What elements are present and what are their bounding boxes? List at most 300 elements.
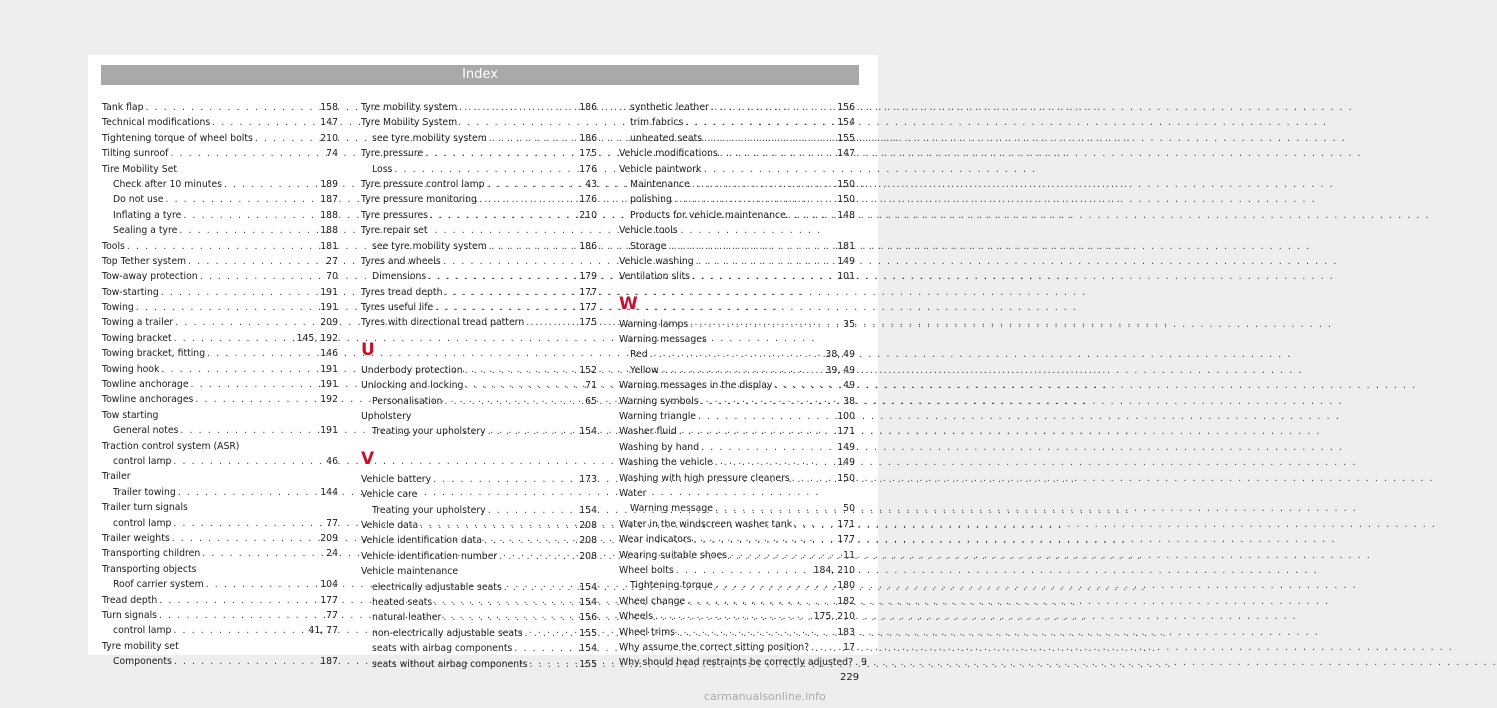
index-entry	[361, 223, 597, 238]
entry-page-ref: 147	[837, 148, 855, 160]
leader-dots	[159, 362, 320, 377]
leader-dots	[176, 485, 320, 500]
entry-page-ref: 38	[843, 395, 855, 407]
index-subentry	[619, 192, 855, 207]
index-subentry	[361, 595, 597, 610]
index-entry	[102, 408, 338, 423]
entry-label: Tightening torque of wheel bolts	[102, 132, 253, 144]
leader-dots	[463, 378, 585, 393]
leader-dots	[178, 423, 320, 438]
leader-dots	[431, 472, 579, 487]
entry-page-ref: 181	[837, 240, 855, 252]
leader-dots	[159, 285, 320, 300]
leader-dots	[648, 347, 826, 362]
index-entry	[619, 317, 855, 332]
index-entry	[619, 332, 855, 347]
section-letter: V	[361, 448, 375, 469]
index-subentry	[102, 208, 338, 223]
entry-label: heated seats	[372, 596, 433, 608]
entry-page-ref: 181	[320, 240, 338, 252]
entry-label: Tyre pressure monitoring	[361, 194, 477, 206]
index-subentry	[619, 100, 855, 115]
entry-page-ref: 24	[326, 548, 338, 560]
index-entry	[102, 269, 338, 284]
entry-label: Vehicle identification data	[361, 535, 482, 547]
section-letter: U	[361, 339, 375, 360]
index-entry	[619, 409, 855, 424]
index-entry	[102, 469, 338, 484]
leader-dots	[718, 146, 838, 161]
entry-label: Vehicle identification number	[361, 550, 498, 562]
entry-page-ref: 149	[837, 441, 855, 453]
entry-label: Wheel trims	[619, 626, 676, 638]
entry-label: seats without airbag components	[372, 658, 528, 670]
leader-dots	[177, 223, 320, 238]
index-entry	[619, 424, 855, 439]
leader-dots	[144, 100, 321, 115]
index-entry	[102, 377, 338, 392]
entry-label: Tyres tread depth	[361, 286, 443, 298]
entry-label: Traction control system (ASR)	[102, 440, 240, 452]
entry-label: Water in the windscreen washer tank	[619, 518, 793, 530]
leader-dots	[210, 115, 320, 130]
entry-page-ref: 180	[837, 580, 855, 592]
entry-label: Washing by hand	[619, 441, 700, 453]
leader-dots	[653, 609, 814, 624]
index-subentry	[361, 641, 597, 656]
leader-dots	[428, 208, 579, 223]
entry-label: Wearing suitable shoes	[619, 549, 728, 561]
index-entry	[619, 223, 855, 238]
leader-dots	[674, 563, 814, 578]
entry-page-ref: 50	[843, 503, 855, 515]
entry-label: Washing the vehicle	[619, 457, 713, 469]
leader-dots	[170, 531, 321, 546]
entry-page-ref: 179	[579, 271, 597, 283]
leader-dots	[204, 577, 321, 592]
index-entry	[102, 300, 338, 315]
index-subentry	[619, 131, 855, 146]
index-subentry	[102, 654, 338, 669]
entry-page-ref: 191	[320, 379, 338, 391]
entry-page-ref: 191	[320, 286, 338, 298]
entry-label: Warning message	[630, 503, 713, 515]
leader-dots	[786, 208, 837, 223]
index-subentry	[102, 177, 338, 192]
entry-page-ref: 145, 192	[296, 332, 338, 344]
index-entry	[619, 625, 855, 640]
index-entry	[361, 564, 597, 579]
leader-dots	[442, 285, 579, 300]
entry-page-ref: 186	[579, 240, 597, 252]
leader-dots	[222, 177, 320, 192]
entry-label: Towing bracket, fitting	[102, 348, 206, 360]
entry-page-ref: 39, 49	[825, 364, 855, 376]
leader-dots	[186, 254, 326, 269]
index-subentry	[619, 115, 855, 130]
leader-dots	[524, 315, 579, 330]
entry-label: Unlocking and locking	[361, 380, 464, 392]
leader-dots	[772, 378, 843, 393]
entry-page-ref: 154	[579, 643, 597, 655]
entry-label: Inflating a tyre	[113, 209, 182, 221]
entry-page-ref: 182	[837, 595, 855, 607]
entry-label: Tread depth	[102, 594, 158, 606]
entry-page-ref: 188	[320, 209, 338, 221]
index-subentry	[619, 177, 855, 192]
entry-page-ref: 46	[326, 455, 338, 467]
index-entry	[102, 531, 338, 546]
index-entry	[361, 487, 597, 502]
entry-label: control lamp	[113, 625, 172, 637]
entry-page-ref: 150	[837, 178, 855, 190]
entry-label: Trailer turn signals	[102, 502, 188, 514]
index-subentry	[361, 162, 597, 177]
section-letter: W	[619, 293, 638, 314]
index-entry	[102, 331, 338, 346]
entry-page-ref: 154	[579, 504, 597, 516]
entry-label: Yellow	[630, 364, 659, 376]
entry-label: Dimensions	[372, 271, 427, 283]
entry-label: Vehicle paintwork	[619, 163, 702, 175]
entry-page-ref: 177	[579, 286, 597, 298]
entry-label: Washer fluid	[619, 426, 677, 438]
entry-page-ref: 27	[326, 255, 338, 267]
entry-label: Tightening torque	[630, 580, 713, 592]
entry-page-ref: 177	[320, 594, 338, 606]
index-entry	[102, 315, 338, 330]
index-entry	[361, 115, 597, 130]
leader-dots	[198, 269, 326, 284]
entry-label: control lamp	[113, 455, 172, 467]
index-subentry	[102, 577, 338, 592]
entry-label: Check after 10 minutes	[113, 178, 222, 190]
index-entry	[102, 100, 338, 115]
index-entry	[361, 378, 597, 393]
entry-label: Why should head restraints be correctly adjusted?	[619, 657, 854, 669]
entry-label: Transporting children	[102, 548, 201, 560]
index-entry	[102, 146, 338, 161]
entry-label: Top Tether system	[102, 255, 187, 267]
leader-dots	[157, 608, 326, 623]
leader-dots	[699, 394, 844, 409]
entry-label: Vehicle maintenance	[361, 566, 459, 578]
index-entry	[619, 269, 855, 284]
index-entry	[361, 254, 597, 269]
entry-label: non-electrically adjustable seats	[372, 627, 523, 639]
entry-page-ref: 176	[579, 194, 597, 206]
entry-label: Warning messages	[619, 334, 707, 346]
entry-page-ref: 150	[837, 472, 855, 484]
entry-label: Tyre mobility system	[361, 102, 458, 113]
entry-page-ref: 177	[837, 534, 855, 546]
leader-dots	[694, 254, 838, 269]
index-entry	[361, 285, 597, 300]
entry-label: Tire Mobility Set	[102, 163, 177, 175]
entry-label: General notes	[113, 425, 179, 437]
entry-page-ref: 154	[579, 581, 597, 593]
index-subentry	[102, 192, 338, 207]
leader-dots	[528, 657, 580, 672]
index-entry	[361, 363, 597, 378]
index-entry	[619, 394, 855, 409]
index-subentry	[102, 623, 338, 638]
entry-label: Turn signals	[102, 609, 158, 621]
entry-label: Transporting objects	[102, 563, 197, 575]
entry-page-ref: 17	[843, 641, 855, 653]
index-subentry	[361, 239, 597, 254]
entry-page-ref: 147	[320, 117, 338, 129]
index-entry	[102, 593, 338, 608]
leader-dots	[809, 640, 843, 655]
leader-dots	[672, 192, 837, 207]
index-entry	[361, 146, 597, 161]
entry-label: Tools	[102, 240, 125, 252]
index-entry	[619, 254, 855, 269]
index-entry	[619, 146, 855, 161]
leader-dots	[200, 546, 326, 561]
entry-label: Tyre mobility set	[102, 640, 179, 652]
entry-page-ref: 100	[837, 411, 855, 423]
entry-page-ref: 101	[837, 271, 855, 283]
leader-dots	[727, 548, 843, 563]
entry-page-ref: 148	[837, 209, 855, 221]
entry-label: Warning triangle	[619, 411, 697, 423]
leader-dots	[487, 239, 579, 254]
index-column-1	[102, 100, 338, 669]
entry-label: Upholstery	[361, 411, 412, 423]
index-entry	[102, 500, 338, 515]
entry-label: Washing with high pressure cleaners	[619, 472, 790, 484]
leader-dots	[432, 595, 579, 610]
index-subentry	[102, 516, 338, 531]
index-entry	[361, 315, 597, 330]
leader-dots	[482, 533, 579, 548]
entry-label: Components	[113, 656, 172, 668]
entry-label: Vehicle data	[361, 519, 419, 531]
index-entry	[102, 608, 338, 623]
leader-dots	[171, 516, 326, 531]
index-entry	[102, 162, 338, 177]
leader-dots	[189, 377, 321, 392]
watermark: carmanualsonline.info	[704, 690, 826, 703]
index-entry	[619, 609, 855, 624]
index-subentry	[619, 208, 855, 223]
index-entry	[361, 177, 597, 192]
leader-dots	[125, 239, 320, 254]
entry-label: natural leather	[372, 612, 442, 624]
leader-dots	[696, 409, 837, 424]
entry-label: electrically adjustable seats	[372, 581, 502, 593]
entry-page-ref: 175	[579, 317, 597, 329]
leader-dots	[157, 593, 320, 608]
index-subentry	[102, 423, 338, 438]
leader-dots	[853, 655, 861, 670]
leader-dots	[790, 471, 837, 486]
page-header: Index	[101, 65, 859, 85]
entry-page-ref: 192	[320, 394, 338, 406]
entry-page-ref: 208	[579, 519, 597, 531]
index-entry	[102, 546, 338, 561]
entry-page-ref: 71	[585, 380, 597, 392]
leader-dots	[423, 146, 579, 161]
index-column-3	[619, 100, 867, 671]
leader-dots	[688, 317, 843, 332]
index-entry	[619, 640, 855, 655]
leader-dots	[685, 594, 837, 609]
entry-page-ref: 208	[579, 550, 597, 562]
entry-label: Towing hook	[102, 363, 160, 375]
entry-label: Underbody protection	[361, 364, 463, 376]
entry-label: Do not use	[113, 194, 164, 206]
entry-page-ref: 175, 210	[813, 611, 855, 623]
entry-page-ref: 177	[579, 302, 597, 314]
entry-page-ref: 187	[320, 656, 338, 668]
entry-label: Wheel bolts	[619, 564, 674, 576]
entry-label: Warning lamps	[619, 318, 689, 330]
entry-page-ref: 189	[320, 178, 338, 190]
index-entry	[102, 254, 338, 269]
entry-label: Treating your upholstery	[372, 426, 486, 438]
entry-label: Vehicle tools	[619, 225, 678, 237]
entry-page-ref: 186	[579, 132, 597, 144]
entry-page-ref: 70	[326, 271, 338, 283]
entry-label: control lamp	[113, 517, 172, 529]
index-entry	[361, 192, 597, 207]
index-entry	[102, 562, 338, 577]
index-subentry	[361, 394, 597, 409]
index-entry	[361, 472, 597, 487]
entry-page-ref: 77	[326, 609, 338, 621]
leader-dots	[193, 392, 320, 407]
leader-dots	[173, 315, 320, 330]
index-entry	[102, 346, 338, 361]
leader-dots	[433, 300, 579, 315]
index-subentry	[102, 485, 338, 500]
index-subentry	[619, 239, 855, 254]
entry-label: Water	[619, 487, 647, 499]
index-subentry	[361, 657, 597, 672]
entry-page-ref: 191	[320, 302, 338, 314]
leader-dots	[487, 131, 579, 146]
entry-label: Personalisation	[372, 395, 443, 407]
entry-page-ref: 210	[320, 132, 338, 144]
leader-dots	[659, 363, 826, 378]
entry-label: Roof carrier system	[113, 579, 204, 591]
entry-label: Tyre Mobility System	[361, 117, 458, 129]
leader-dots	[171, 623, 308, 638]
entry-page-ref: 38, 49	[825, 349, 855, 361]
entry-label: Vehicle washing	[619, 255, 694, 267]
index-entry	[361, 300, 597, 315]
entry-label: seats with airbag components	[372, 643, 513, 655]
leader-dots	[168, 146, 326, 161]
entry-page-ref: 155	[837, 132, 855, 144]
entry-label: Vehicle modifications	[619, 148, 718, 160]
leader-dots	[683, 115, 837, 130]
leader-dots	[172, 654, 320, 669]
index-subentry	[102, 454, 338, 469]
entry-page-ref: 9	[861, 657, 867, 669]
entry-label: Wear indicators	[619, 534, 692, 546]
entry-page-ref: 155	[579, 658, 597, 670]
entry-page-ref: 158	[320, 102, 338, 113]
entry-label: Vehicle care	[361, 489, 418, 501]
entry-page-ref: 209	[320, 532, 338, 544]
leader-dots	[418, 518, 579, 533]
leader-dots	[512, 641, 579, 656]
index-subentry	[619, 363, 855, 378]
leader-dots	[457, 100, 579, 115]
leader-dots	[134, 300, 320, 315]
leader-dots	[692, 532, 838, 547]
entry-page-ref: 43	[585, 178, 597, 190]
entry-page-ref: 152	[579, 364, 597, 376]
entry-label: Tow-away protection	[102, 271, 198, 283]
entry-label: Towline anchorage	[102, 379, 189, 391]
entry-label: Storage	[630, 240, 667, 252]
index-subentry	[361, 131, 597, 146]
index-entry	[361, 100, 597, 115]
entry-page-ref: 150	[837, 194, 855, 206]
index-entry	[102, 285, 338, 300]
index-entry	[619, 655, 867, 670]
index-subentry	[361, 580, 597, 595]
entry-label: Tyres with directional tread pattern	[361, 317, 525, 329]
entry-page-ref: 191	[320, 425, 338, 437]
entry-label: polishing	[630, 194, 672, 206]
entry-page-ref: 41, 77	[308, 625, 338, 637]
entry-label: see tyre mobility system	[372, 240, 487, 252]
leader-dots	[477, 192, 579, 207]
entry-label: unheated seats	[630, 132, 703, 144]
entry-page-ref: 104	[320, 579, 338, 591]
index-entry	[619, 517, 855, 532]
index-subentry	[619, 501, 855, 516]
entry-page-ref: 154	[579, 596, 597, 608]
index-entry	[619, 548, 855, 563]
leader-dots	[463, 363, 580, 378]
entry-page-ref: 77	[326, 517, 338, 529]
index-subentry	[361, 626, 597, 641]
entry-page-ref: 173	[579, 473, 597, 485]
entry-page-ref: 49	[843, 380, 855, 392]
index-entry	[361, 518, 597, 533]
index-entry	[361, 533, 597, 548]
entry-page-ref: 35	[843, 318, 855, 330]
entry-page-ref: 149	[837, 255, 855, 267]
leader-dots	[699, 440, 837, 455]
index-entry	[619, 455, 855, 470]
entry-label: Trailer towing	[113, 486, 176, 498]
entry-label: Trailer	[102, 471, 131, 483]
entry-page-ref: 176	[579, 163, 597, 175]
index-entry	[619, 532, 855, 547]
entry-page-ref: 154	[579, 426, 597, 438]
entry-page-ref: 184, 210	[813, 564, 855, 576]
leader-dots	[792, 517, 837, 532]
index-entry	[361, 409, 597, 424]
leader-dots	[690, 177, 837, 192]
leader-dots	[666, 239, 837, 254]
index-entry	[619, 471, 855, 486]
leader-dots	[172, 331, 297, 346]
entry-page-ref: 171	[837, 518, 855, 530]
index-entry	[102, 392, 338, 407]
leader-dots	[713, 501, 843, 516]
index-subentry	[361, 269, 597, 284]
entry-page-ref: 156	[837, 102, 855, 113]
